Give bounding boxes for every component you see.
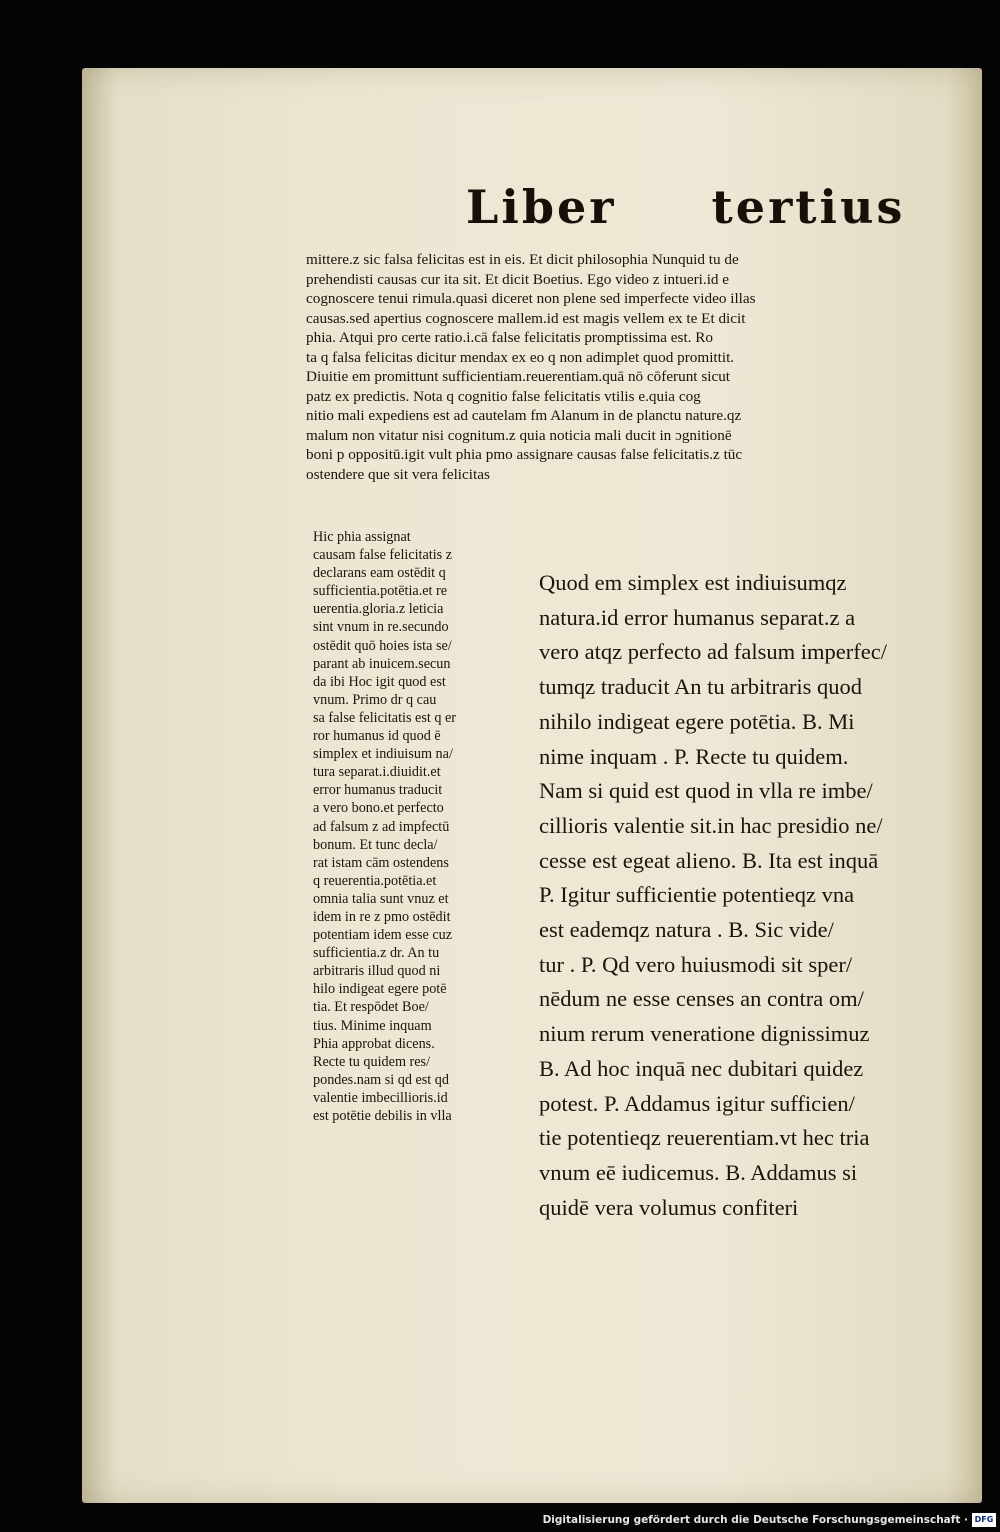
main-text-line: nium rerum veneratione dignissimuz: [539, 1021, 870, 1047]
gloss-line: sufficientia.z dr. An tu: [313, 945, 440, 962]
main-text-line: potest. P. Addamus igitur sufficien/: [539, 1090, 855, 1116]
gloss-line: est potētie debilis in vlla: [313, 1108, 452, 1124]
commentary-line: Diuitie em promittunt sufficientiam.reuerentiam.quā nō cōferunt sicut: [306, 368, 731, 385]
book-page: [82, 68, 982, 1503]
gloss-line: omnia talia sunt vnuz et: [313, 890, 449, 907]
gloss-line: sint vnum in re.secundo: [313, 619, 449, 636]
commentary-line: boni p oppositū.igit vult phia pmo assignare causas false felicitatis.z tūc: [306, 446, 743, 463]
commentary-line: nitio mali expediens est ad cautelam fm Alanum in de planctu nature.qz: [306, 407, 742, 424]
main-text-line: Quod em simplex est indiuisumqz: [539, 570, 847, 595]
gloss-line: Recte tu quidem res/: [313, 1053, 431, 1070]
gloss-line: tia. Et respōdet Boe/: [313, 999, 429, 1016]
main-text-line: cillioris valentie sit.in hac presidio ne/: [539, 812, 883, 838]
gloss-line: rat istam cām ostendens: [313, 854, 449, 871]
gloss-line: ror humanus id quod ē: [313, 728, 441, 745]
gloss-line: Hic phia assignat: [313, 529, 411, 545]
gloss-line: bonum. Et tunc decla/: [313, 836, 438, 853]
gloss-line: simplex et indiuisum na/: [313, 746, 453, 763]
gloss-line: arbitraris illud quod ni: [313, 963, 441, 980]
footer-bar: [0, 1507, 1000, 1532]
gloss-line: valentie imbecillioris.id: [313, 1089, 448, 1106]
gloss-line: da ibi Hoc igit quod est: [313, 673, 446, 690]
main-text-line: est eademqz natura . B. Sic vide/: [539, 917, 834, 943]
gloss-line: declarans eam ostēdit q: [313, 565, 446, 582]
page-inner: [82, 68, 982, 1503]
gloss-line: vnum. Primo dr q cau: [313, 691, 437, 708]
commentary-line: causas.sed apertius cognoscere mallem.id est magis vellem ex te Et dicit: [306, 309, 746, 327]
gloss-line: sa false felicitatis est q er: [313, 709, 456, 726]
main-text-line: cesse est egeat alieno. B. Ita est inquā: [539, 847, 879, 873]
gloss-line: error humanus traducit: [313, 782, 443, 799]
commentary-block: [306, 250, 916, 484]
gloss-line: a vero bono.et perfecto: [313, 800, 444, 817]
commentary-line: phia. Atqui pro certe ratio.i.cā false felicitatis promptissima est. Ro: [306, 329, 713, 346]
gloss-line: pondes.nam si qd est qd: [313, 1071, 449, 1088]
gloss-line: parant ab inuicem.secun: [313, 655, 451, 672]
footer-credit: Digitalisierung gefördert durch die Deutsche Forschungsgemeinschaft ·: [542, 1514, 968, 1526]
gloss-line: causam false felicitatis z: [313, 547, 453, 564]
main-text-column: [539, 566, 931, 1225]
main-text-line: nihilo indigeat egere potētia. B. Mi: [539, 708, 855, 734]
main-text-line: tumqz traducit An tu arbitraris quod: [539, 674, 863, 700]
gloss-line: tura separat.i.diuidit.et: [313, 764, 441, 781]
gloss-line: ad falsum z ad impfectū: [313, 818, 450, 835]
main-text-line: B. Ad hoc inquā nec dubitari quidez: [539, 1055, 864, 1081]
gloss-line: tius. Minime inquam: [313, 1017, 432, 1034]
dfg-logo-icon: DFG: [972, 1513, 996, 1527]
gloss-line: ostēdit quō hoies ista se/: [313, 637, 452, 654]
main-text-line: natura.id error humanus separat.z a: [539, 604, 856, 630]
left-gloss-column: [313, 528, 528, 1125]
main-text-line: nime inquam . P. Recte tu quidem.: [539, 743, 849, 769]
main-text-line: nēdum ne esse censes an contra om/: [539, 986, 864, 1012]
gloss-line: uerentia.gloria.z leticia: [313, 601, 444, 618]
commentary-line: ostendere que sit vera felicitas: [306, 465, 490, 483]
gloss-line: hilo indigeat egere potē: [313, 981, 447, 998]
gloss-line: q reuerentia.potētia.et: [313, 872, 437, 889]
commentary-line: mittere.z sic falsa felicitas est in eis. Et dicit philosophia Nunquid tu de: [306, 251, 739, 268]
running-head: Liber tertius: [466, 180, 906, 234]
main-text-line: vero atqz perfecto ad falsum imperfec/: [539, 639, 887, 665]
gloss-line: idem in re z pmo ostēdit: [313, 908, 451, 925]
commentary-line: ta q falsa felicitas dicitur mendax ex eo q non adimplet quod promittit.: [306, 348, 735, 366]
gloss-line: Phia approbat dicens.: [313, 1035, 435, 1052]
main-text-line: tie potentieqz reuerentiam.vt hec tria: [539, 1125, 870, 1151]
main-text-line: tur . P. Qd vero huiusmodi sit sper/: [539, 951, 853, 977]
gloss-line: sufficientia.potētia.et re: [313, 583, 448, 600]
main-text-line: quidē vera volumus confiteri: [539, 1194, 799, 1220]
commentary-line: cognoscere tenui rimula.quasi diceret non plene sed imperfecte video illas: [306, 290, 756, 307]
main-text-line: Nam si quid est quod in vlla re imbe/: [539, 778, 873, 804]
gloss-line: potentiam idem esse cuz: [313, 927, 453, 944]
commentary-line: malum non vitatur nisi cognitum.z quia noticia mali ducit in ɔgnitionē: [306, 426, 732, 444]
commentary-line: patz ex predictis. Nota q cognitio false felicitatis vtilis e.quia cog: [306, 387, 701, 405]
main-text-line: vnum eē iudicemus. B. Addamus si: [539, 1159, 858, 1185]
commentary-line: prehendisti causas cur ita sit. Et dicit Boetius. Ego video z intueri.id e: [306, 270, 730, 288]
main-text-line: P. Igitur sufficientie potentieqz vna: [539, 882, 855, 908]
